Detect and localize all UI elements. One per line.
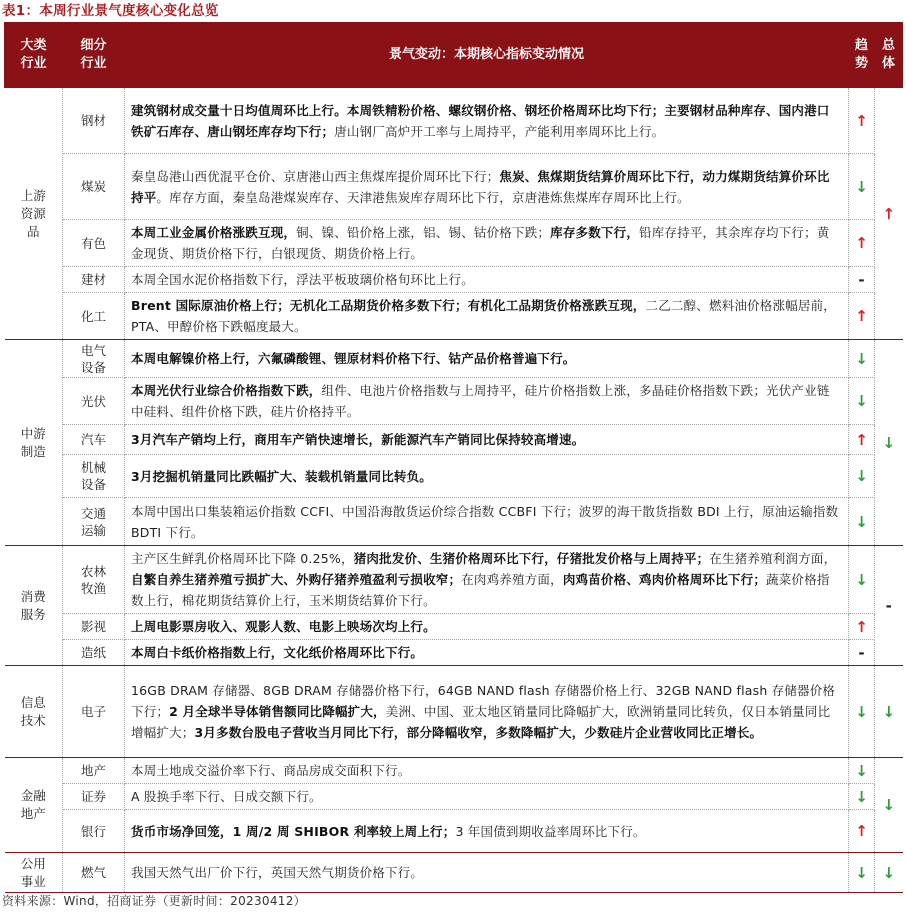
- row-securities: [5, 784, 903, 810]
- desc-coal: 秦皇岛港山西优混平仓价、京唐港山西主焦煤库提价周环比下行；焦炭、焦煤期货结算价周环比下行，动力煤期货结算价环比持平。库存方面，秦皇岛港煤炭库存、天津港焦炭库存周环比下行，京唐港炼焦煤库存周环比上行。: [125, 154, 849, 220]
- sub-chemical: 化工: [63, 293, 125, 340]
- total-consumer: -: [875, 546, 903, 666]
- total-utility: ↓: [875, 853, 903, 893]
- row-auto: [5, 425, 903, 455]
- header-subcategory: 细分行业: [63, 23, 125, 88]
- total-upstream: ↑: [875, 88, 903, 340]
- group-utility: 公用事业: [5, 853, 63, 893]
- sub-realestate: 地产: [63, 758, 125, 784]
- sub-agri: 农林牧渔: [63, 546, 125, 614]
- row-transport: [5, 498, 903, 546]
- desc-pv: 本周光伏行业综合价格指数下跌，组件、电池片价格指数与上周持平，硅片价格指数上涨，多晶硅价格指数下跌；光伏产业链中硅料、组件价格下跌，硅片价格持平。: [125, 378, 849, 425]
- trend-agri: ↓: [849, 546, 875, 614]
- group-info: 信息技术: [5, 666, 63, 758]
- trend-coal: ↓: [849, 154, 875, 220]
- sub-power: 电气设备: [63, 340, 125, 378]
- trend-transport: ↓: [849, 498, 875, 546]
- sub-gas: 燃气: [63, 853, 125, 893]
- sub-electronics: 电子: [63, 666, 125, 758]
- row-steel: [5, 88, 903, 154]
- row-gas: [5, 853, 903, 893]
- desc-machinery: 3月挖掘机销量同比跌幅扩大、装载机销量同比转负。: [125, 455, 849, 498]
- desc-auto: 3月汽车产销均上行，商用车产销快速增长，新能源汽车产销同比保持较高增速。: [125, 425, 849, 455]
- desc-building: 本周全国水泥价格指数下行，浮法平板玻璃价格旬环比上行。: [125, 267, 849, 293]
- industry-overview-table: [4, 22, 903, 893]
- row-electronics: [5, 666, 903, 758]
- sub-steel: 钢材: [63, 88, 125, 154]
- desc-bank: 货币市场净回笼，1 周/2 周 SHIBOR 利率较上周上行；3 年国债到期收益率周环比下行。: [125, 810, 849, 853]
- source-note: 资料来源：Wind，招商证券（更新时间：20230412）: [2, 894, 306, 908]
- group-finance: 金融地产: [5, 758, 63, 853]
- trend-chemical: ↑: [849, 293, 875, 340]
- sub-nonferrous: 有色: [63, 220, 125, 267]
- header-total: 总体: [875, 23, 903, 88]
- trend-gas: ↓: [849, 853, 875, 893]
- trend-film: ↑: [849, 614, 875, 640]
- header-trend: 趋势: [849, 23, 875, 88]
- row-power: [5, 340, 903, 378]
- trend-power: ↓: [849, 340, 875, 378]
- header-desc: 景气变动：本期核心指标变动情况: [125, 23, 849, 88]
- sub-auto: 汽车: [63, 425, 125, 455]
- desc-agri: 主产区生鲜乳价格周环比下降 0.25%，猪肉批发价、生猪价格周环比下行，仔猪批发价格与上周持平；在生猪养殖利润方面，自繁自养生猪养殖亏损扩大、外购仔猪养殖盈利亏损收窄；在肉鸡养殖方面，肉鸡苗价格、鸡肉价格周环比下行；蔬菜价格指数上行，棉花期货结算价上行，玉米期货结算价下行。: [125, 546, 849, 614]
- row-machinery: [5, 455, 903, 498]
- table-title: 表1：本周行业景气度核心变化总览: [2, 3, 219, 19]
- row-bank: [5, 810, 903, 853]
- total-info: ↓: [875, 666, 903, 758]
- sub-paper: 造纸: [63, 640, 125, 666]
- trend-paper: -: [849, 640, 875, 666]
- sub-building: 建材: [63, 267, 125, 293]
- desc-power: 本周电解镍价格上行，六氟磷酸锂、锂原材料价格下行、钴产品价格普遍下行。: [125, 340, 849, 378]
- desc-chemical: Brent 国际原油价格上行；无机化工品期货价格多数下行；有机化工品期货价格涨跌互现，二乙二醇、燃料油价格涨幅居前，PTA、甲醇价格下跌幅度最大。: [125, 293, 849, 340]
- trend-pv: ↓: [849, 378, 875, 425]
- desc-securities: A 股换手率下行、日成交额下行。: [125, 784, 849, 810]
- sub-transport: 交通运输: [63, 498, 125, 546]
- desc-film: 上周电影票房收入、观影人数、电影上映场次均上行。: [125, 614, 849, 640]
- row-pv: [5, 378, 903, 425]
- sub-pv: 光伏: [63, 378, 125, 425]
- group-midstream: 中游制造: [5, 340, 63, 546]
- sub-film: 影视: [63, 614, 125, 640]
- sub-machinery: 机械设备: [63, 455, 125, 498]
- row-film: [5, 614, 903, 640]
- sub-coal: 煤炭: [63, 154, 125, 220]
- row-building: [5, 267, 903, 293]
- sub-bank: 银行: [63, 810, 125, 853]
- group-consumer: 消费服务: [5, 546, 63, 666]
- desc-nonferrous: 本周工业金属价格涨跌互现，铜、镍、铅价格上涨，铝、锡、钴价格下跌；库存多数下行，铅库存持平，其余库存均下行；黄金现货、期货价格下行，白银现货、期货价格上行。: [125, 220, 849, 267]
- trend-realestate: ↓: [849, 758, 875, 784]
- trend-steel: ↑: [849, 88, 875, 154]
- row-realestate: [5, 758, 903, 784]
- row-coal: [5, 154, 903, 220]
- trend-auto: ↑: [849, 425, 875, 455]
- row-paper: [5, 640, 903, 666]
- trend-bank: ↑: [849, 810, 875, 853]
- desc-gas: 我国天然气出厂价下行，英国天然气期货价格下行。: [125, 853, 849, 893]
- desc-transport: 本周中国出口集装箱运价指数 CCFI、中国沿海散货运价综合指数 CCBFI 下行；波罗的海干散货指数 BDI 上行，原油运输指数 BDTI 下行。: [125, 498, 849, 546]
- desc-paper: 本周白卡纸价格指数上行，文化纸价格周环比下行。: [125, 640, 849, 666]
- trend-machinery: ↓: [849, 455, 875, 498]
- total-finance: ↓: [875, 758, 903, 853]
- trend-securities: ↓: [849, 784, 875, 810]
- trend-electronics: ↓: [849, 666, 875, 758]
- header-category: 大类行业: [5, 23, 63, 88]
- row-nonferrous: [5, 220, 903, 267]
- header-row: [5, 23, 903, 88]
- row-chemical: [5, 293, 903, 340]
- row-agri: [5, 546, 903, 614]
- group-upstream: 上游资源品: [5, 88, 63, 340]
- trend-nonferrous: ↑: [849, 220, 875, 267]
- total-midstream: ↓: [875, 340, 903, 546]
- sub-securities: 证券: [63, 784, 125, 810]
- desc-realestate: 本周土地成交溢价率下行、商品房成交面积下行。: [125, 758, 849, 784]
- desc-electronics: 16GB DRAM 存储器、8GB DRAM 存储器价格下行，64GB NAND flash 存储器价格上行、32GB NAND flash 存储器价格下行；2 月全球半导体销售额同比降幅扩大，美洲、中国、亚太地区销量同比降幅扩大，欧洲销量同比转负，仅日本销量同比增幅扩大；3月多数台股电子营收当月同比下行，部分降幅收窄，多数降幅扩大，少数硅片企业营收同比正增长。: [125, 666, 849, 758]
- trend-building: -: [849, 267, 875, 293]
- desc-steel: 建筑钢材成交量十日均值周环比上行。本周铁精粉价格、螺纹钢价格、钢坯价格周环比均下行；主要钢材品种库存、国内港口铁矿石库存、唐山钢坯库存均下行；唐山钢厂高炉开工率与上周持平，产能利用率周环比上行。: [125, 88, 849, 154]
